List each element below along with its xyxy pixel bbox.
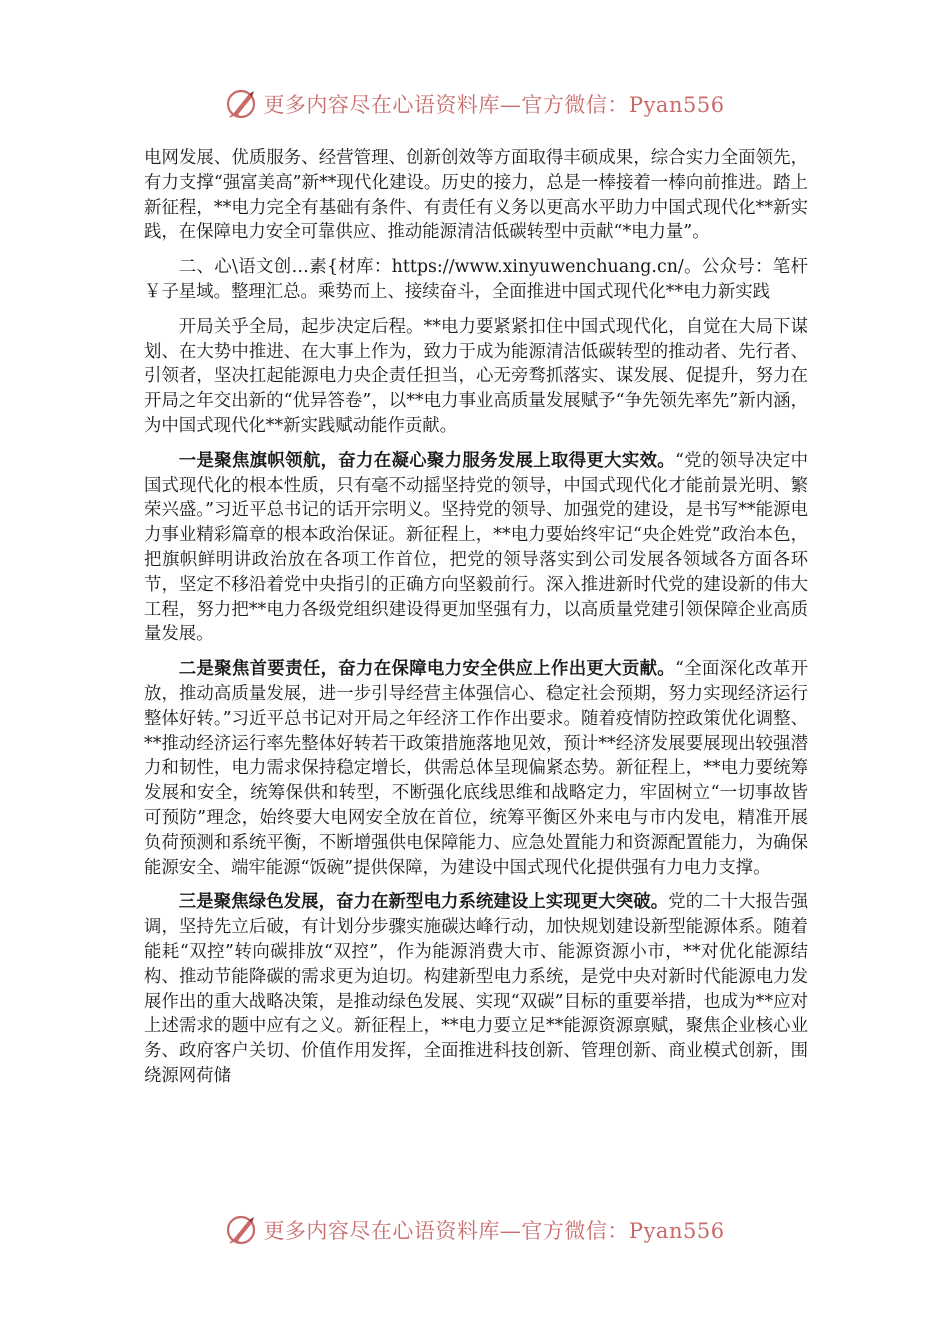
paragraph (144, 890, 808, 1088)
watermark-banner-bottom (0, 1210, 950, 1250)
paragraph-text: 开局关乎全局，起步决定后程。**电力要紧紧扣住中国式现代化，自觉在大局下谋划、在大势中推进、在大事上作为，致力于成为能源清洁低碳转型的推动者、先行者、引领者，坚决扛起能源电力央企责任担当，心无旁骛抓落实、谋发展、促提升，努力在开局之年交出新的“优异答卷”，以**电力事业高质量发展赋予“争先领先率先”新内涵，为中国式现代化**新实践赋动能作贡献。 (144, 316, 808, 436)
paragraph (144, 255, 808, 305)
paragraph-lead: 二是聚焦首要责任，奋力在保障电力安全供应上作出更大贡献。 (178, 659, 676, 680)
pen-logo-icon (225, 87, 259, 121)
paragraph-lead: 一是聚焦旗帜领航，奋力在凝心聚力服务发展上取得更大实效。 (178, 450, 676, 471)
watermark-banner-top (0, 84, 950, 124)
paragraph-text: 电网发展、优质服务、经营管理、创新创效等方面取得丰硕成果，综合实力全面领先，有力支撑“强富美高”新**现代化建设。历史的接力，总是一棒接着一棒向前推进。踏上新征程，**电力完全有基础有条件、有责任有义务以更高水平助力中国式现代化**新实践，在保障电力安全可靠供应、推动能源清洁低碳转型中贡献“*电力量”。 (144, 148, 808, 243)
paragraph (144, 657, 808, 880)
paragraph (144, 315, 808, 439)
document-body (144, 146, 808, 1099)
paragraph (144, 146, 808, 245)
pen-logo-icon (225, 1213, 259, 1247)
watermark-text: 更多内容尽在心语资料库—官方微信：Pyan556 (263, 93, 725, 117)
paragraph-lead: 三是聚焦绿色发展，奋力在新型电力系统建设上实现更大突破。 (178, 892, 669, 913)
paragraph-text: 二、心\语文创…素{材库：https://www.xinyuwenchuang.cn/。公众号：笔杆￥子星域。整理汇总。乘势而上、接续奋斗，全面推进中国式现代化**电力新实践 (144, 257, 808, 302)
paragraph-text: “全面深化改革开放，推动高质量发展，进一步引导经营主体强信心、稳定社会预期，努力实现经济运行整体好转。”习近平总书记对开局之年经济工作作出要求。随着疫情防控政策优化调整、**推动经济运行率先整体好转若干政策措施落地见效，预计**经济发展要展现出较强潜力和韧性，电力需求保持稳定增长，供需总体呈现偏紧态势。新征程上，**电力要统筹发展和安全，统筹保供和转型，不断强化底线思维和战略定力，牢固树立“一切事故皆可预防”理念，始终要大电网安全放在首位，统筹平衡区外来电与市内发电，精准开展负荷预测和系统平衡，不断增强供电保障能力、应急处置能力和资源配置能力，为确保能源安全、端牢能源“饭碗”提供保障，为建设中国式现代化提供强有力电力支撑。 (144, 659, 808, 878)
watermark-text: 更多内容尽在心语资料库—官方微信：Pyan556 (263, 1219, 725, 1243)
paragraph (144, 449, 808, 647)
paragraph-text: “党的领导决定中国式现代化的根本性质，只有毫不动摇坚持党的领导，中国式现代化才能前景光明、繁荣兴盛。”习近平总书记的话开宗明义。坚持党的领导、加强党的建设，是书写**能源电力事业精彩篇章的根本政治保证。新征程上，**电力要始终牢记“央企姓党”政治本色，把旗帜鲜明讲政治放在各项工作首位，把党的领导落实到公司发展各领域各方面各环节，坚定不移沿着党中央指引的正确方向坚毅前行。深入推进新时代党的建设新的伟大工程，努力把**电力各级党组织建设得更加坚强有力，以高质量党建引领保障企业高质量发展。 (144, 450, 808, 645)
paragraph-text: 党的二十大报告强调，坚持先立后破，有计划分步骤实施碳达峰行动，加快规划建设新型能源体系。随着能耗“双控”转向碳排放“双控”，作为能源消费大市、能源资源小市，**对优化能源结构、推动节能降碳的需求更为迫切。构建新型电力系统，是党中央对新时代能源电力发展作出的重大战略决策，是推动绿色发展、实现“双碳”目标的重要举措，也成为**应对上述需求的题中应有之义。新征程上，**电力要立足**能源资源禀赋，聚焦企业核心业务、政府客户关切、价值作用发挥，全面推进科技创新、管理创新、商业模式创新，围绕源网荷储 (144, 892, 808, 1086)
